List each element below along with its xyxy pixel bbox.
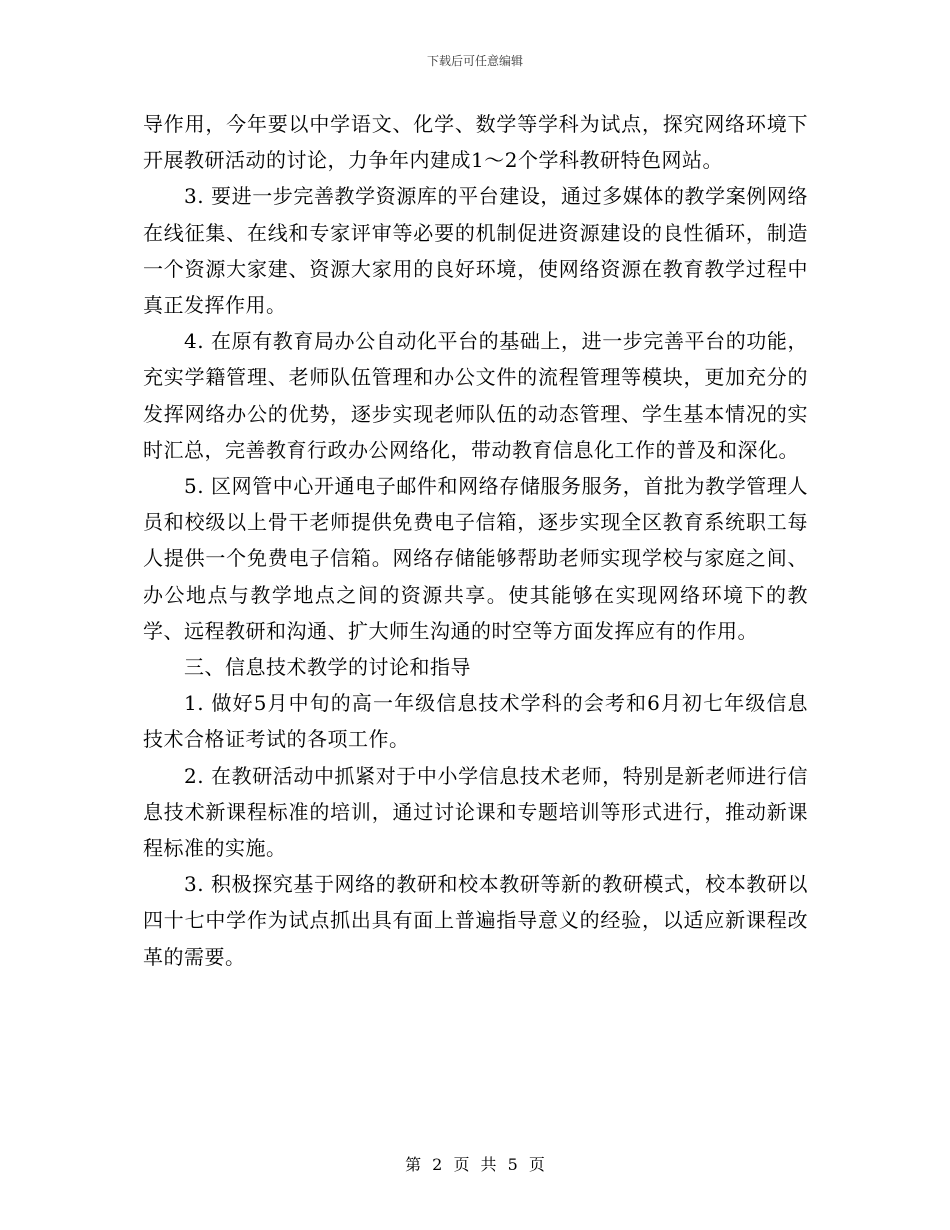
document-body [143, 106, 808, 975]
paragraph-item-3-resource-library: 3. 要进一步完善教学资源库的平台建设，通过多媒体的教学案例网络在线征集、在线和专家评审等必要的机制促进资源建设的良性循环，制造一个资源大家建、资源大家用的良好环境，使网络资源在教育教学过程中真正发挥作用。 [143, 184, 808, 318]
section-heading-3: 三、信息技术教学的讨论和指导 [184, 655, 471, 680]
page-footer: 第 2 页 共 5 页 [405, 1155, 545, 1174]
paragraph-item-4-office-automation: 4. 在原有教育局办公自动化平台的基础上，进一步完善平台的功能，充实学籍管理、老师队伍管理和办公文件的流程管理等模块，更加充分的发挥网络办公的优势，逐步实现老师队伍的动态管理、学生基本情况的实时汇总，完善教育行政办公网络化，带动教育信息化工作的普及和深化。 [143, 329, 808, 462]
paragraph-item-1-exams: 1. 做好5月中旬的高一年级信息技术学科的会考和6月初七年级信息技术合格证考试的各项工作。 [143, 691, 808, 752]
paragraph-item-5-email-storage: 5. 区网管中心开通电子邮件和网络存储服务服务，首批为教学管理人员和校级以上骨干老师提供免费电子信箱，逐步实现全区教育系统职工每人提供一个免费电子信箱。网络存储能够帮助老师实现学校与家庭之间、办公地点与教学地点之间的资源共享。使其能够在实现网络环境下的教学、远程教研和沟通、扩大师生沟通的时空等方面发挥应有的作用。 [143, 474, 808, 643]
paragraph-item-3-research-model: 3. 积极探究基于网络的教研和校本教研等新的教研模式，校本教研以四十七中学作为试点抓出具有面上普遍指导意义的经验，以适应新课程改革的需要。 [143, 872, 808, 969]
paragraph-item-2-training: 2. 在教研活动中抓紧对于中小学信息技术老师，特别是新老师进行信息技术新课程标准的培训，通过讨论课和专题培训等形式进行，推动新课程标准的实施。 [143, 763, 808, 861]
page-header: 下载后可任意编辑 [426, 54, 523, 68]
paragraph-continuation: 导作用，今年要以中学语文、化学、数学等学科为试点，探究网络环境下开展教研活动的讨论，力争年内建成1～2个学科教研特色网站。 [143, 112, 808, 173]
